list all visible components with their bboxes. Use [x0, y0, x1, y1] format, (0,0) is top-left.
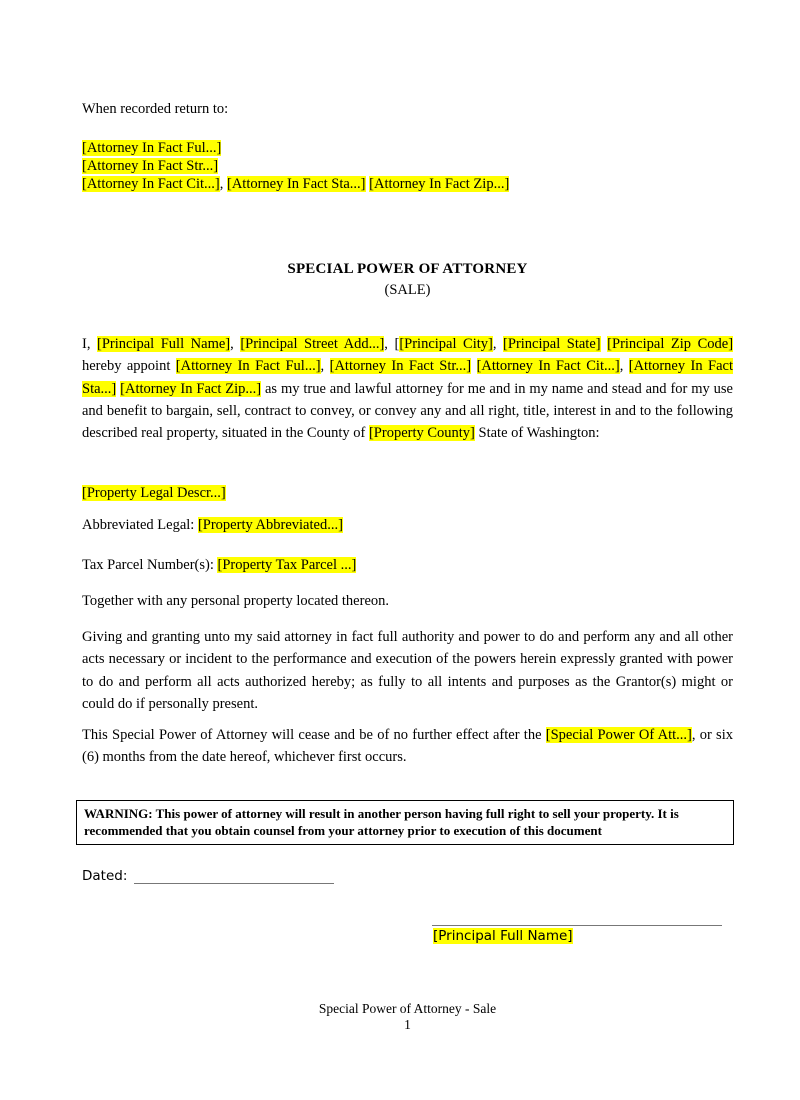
field-principal-state[interactable]: [Principal State]: [503, 336, 601, 352]
field-aif-zip[interactable]: [Attorney In Fact Zip...]: [120, 380, 262, 397]
field-principal-full-name[interactable]: [Principal Full Name]: [97, 336, 231, 352]
dated-row: [82, 868, 334, 884]
field-property-abbreviated-legal[interactable]: [Property Abbreviated...]: [197, 517, 343, 533]
main-text-11: as my true and lawful attorney for me and in my name and stead and for my use and benefit to bargain, sell, contract to convey, or convey any and all right, title, interest in and to the following described real property, situated in the County of: [82, 380, 733, 442]
main-grant-paragraph: [82, 333, 733, 444]
field-expiration-date[interactable]: [Special Power Of Att...]: [545, 727, 692, 743]
field-aif-full-name[interactable]: [Attorney In Fact Ful...]: [175, 358, 321, 375]
return-address-comma: ,: [219, 176, 224, 193]
return-address-line-3: [82, 175, 509, 193]
main-text-3: , [: [384, 336, 400, 352]
field-attorney-in-fact-full-name[interactable]: [Attorney In Fact Ful...]: [82, 140, 222, 156]
abbreviated-legal-row: [82, 514, 733, 536]
field-property-county[interactable]: [Property County]: [368, 425, 475, 442]
warning-notice-box: [76, 800, 734, 845]
document-footer: Special Power of Attorney - Sale: [318, 1001, 497, 1016]
giving-and-granting-paragraph: Giving and granting unto my said attorney in fact full authority and power to do and perform any and all other acts necessary or incident to the performance and execution of the powers herein expressly granted with power to do and perform all acts authorized hereby; as fully to all intents and purposes as the Grantor(s) might or could do if personally present.: [82, 629, 733, 712]
dated-label: Dated:: [82, 868, 128, 884]
return-address-line-1: [82, 139, 509, 157]
field-aif-state[interactable]: [Attorney In Fact Sta...]: [82, 358, 734, 397]
main-text-8: [471, 358, 476, 374]
together-with-paragraph: Together with any personal property located thereon.: [82, 593, 389, 609]
main-text-1: I,: [82, 336, 98, 352]
field-attorney-in-fact-zip[interactable]: [Attorney In Fact Zip...]: [369, 176, 510, 193]
abbreviated-legal-label: Abbreviated Legal:: [82, 517, 198, 533]
cease-paragraph: [82, 724, 733, 769]
field-attorney-in-fact-street[interactable]: [Attorney In Fact Str...]: [82, 158, 219, 175]
warning-label: WARNING:: [84, 806, 153, 821]
field-aif-city[interactable]: [Attorney In Fact Cit...]: [476, 358, 620, 375]
tax-parcel-row: [82, 554, 733, 576]
cease-text-2: , or six (6) months from the date hereof, whichever first occurs.: [82, 727, 733, 766]
principal-signature-line[interactable]: [432, 925, 722, 926]
field-aif-street[interactable]: [Attorney In Fact Str...]: [329, 358, 472, 375]
field-principal-full-name-signature[interactable]: [Principal Full Name]: [433, 928, 573, 944]
field-attorney-in-fact-state[interactable]: [Attorney In Fact Sta...]: [226, 176, 366, 193]
return-to-address-block: [82, 139, 509, 194]
return-to-label: When recorded return to:: [82, 101, 229, 117]
main-text-7: ,: [320, 358, 330, 375]
field-principal-city[interactable]: [Principal City]: [399, 336, 493, 352]
field-property-tax-parcel[interactable]: [Property Tax Parcel ...]: [217, 557, 357, 573]
main-text-6: hereby appoint: [82, 358, 176, 375]
field-attorney-in-fact-city[interactable]: [Attorney In Fact Cit...]: [82, 176, 220, 193]
principal-signature-name: [433, 928, 573, 944]
field-principal-street-address[interactable]: [Principal Street Add...]: [240, 336, 385, 352]
page-title: SPECIAL POWER OF ATTORNEY: [287, 261, 528, 277]
legal-description-row: [82, 482, 733, 504]
tax-parcel-label: Tax Parcel Number(s):: [82, 557, 218, 573]
field-property-legal-description[interactable]: [Property Legal Descr...]: [82, 485, 226, 501]
main-text-9: ,: [619, 358, 629, 375]
dated-signature-line[interactable]: [134, 870, 334, 884]
field-principal-zip-code[interactable]: [Principal Zip Code]: [607, 336, 734, 352]
warning-text: This power of attorney will result in another person having full right to sell your property. It is recommended that you obtain counsel from your attorney prior to execution of this document: [84, 806, 679, 838]
main-text-2: ,: [230, 336, 241, 352]
main-text-4: ,: [492, 336, 504, 352]
main-text-12: State of Washington:: [474, 425, 600, 442]
cease-text-1: This Special Power of Attorney will cease and be of no further effect after the: [82, 727, 546, 743]
return-address-line-2: [82, 157, 509, 175]
page-number: 1: [404, 1017, 411, 1032]
page-subtitle: (SALE): [384, 282, 431, 298]
